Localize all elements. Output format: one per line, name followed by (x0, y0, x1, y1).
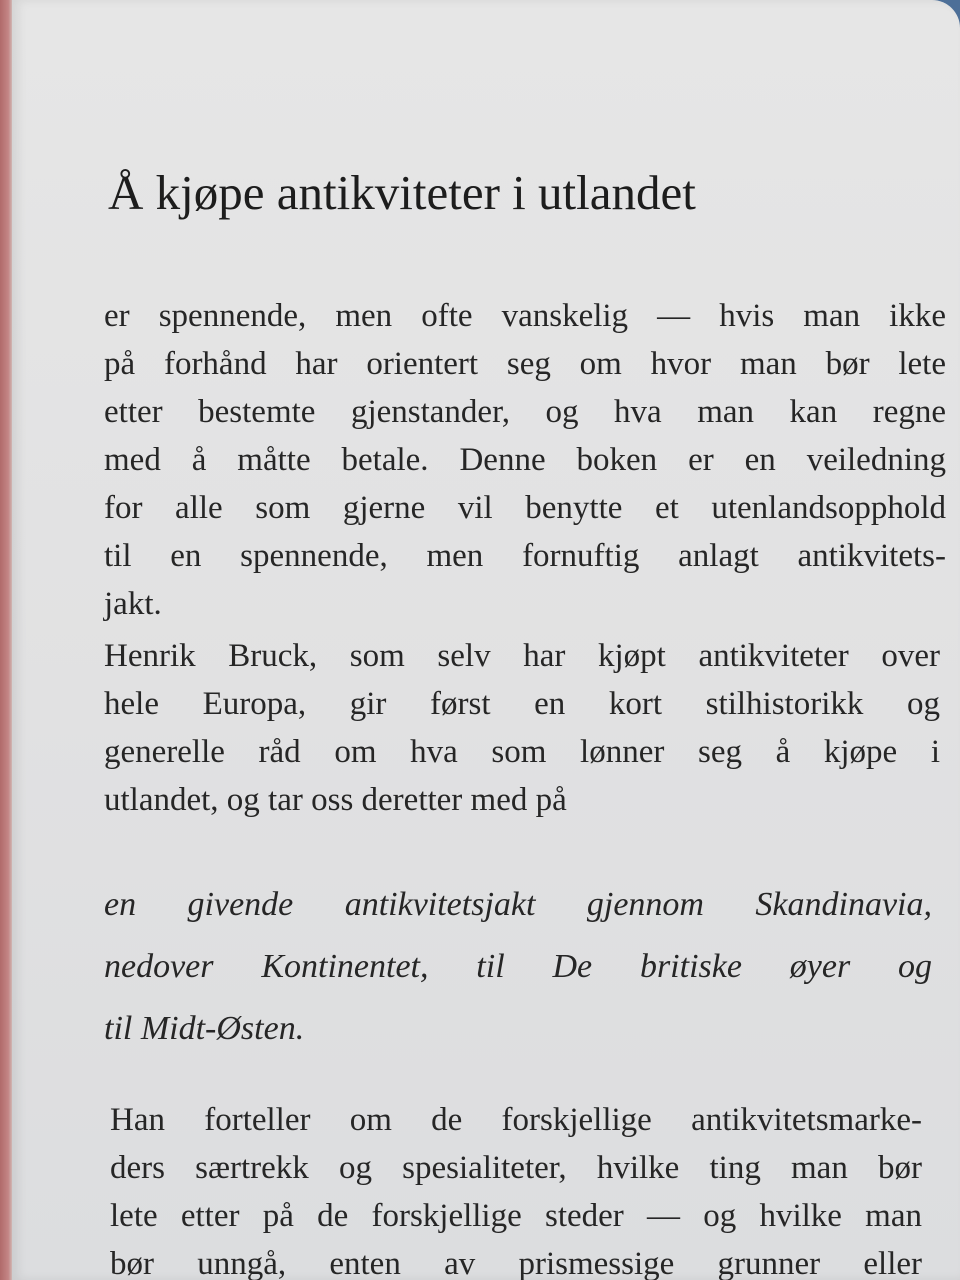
book-page (12, 0, 960, 1280)
text-line: en givende antikvitetsjakt gjennom Skandinavia, (104, 886, 932, 923)
text-line: generelle råd om hva som lønner seg å kjøpe i (104, 734, 940, 770)
text-line: hele Europa, gir først en kort stilhistorikk og (104, 686, 940, 722)
text-line: til en spennende, men fornuftig anlagt antikvitets- (104, 538, 946, 574)
text-line: Henrik Bruck, som selv har kjøpt antikviteter over (104, 638, 940, 674)
text-line: utlandet, og tar oss deretter med på (104, 782, 567, 818)
text-line: med å måtte betale. Denne boken er en veiledning (104, 442, 946, 478)
text-line: for alle som gjerne vil benytte et utenlandsopphold (104, 490, 946, 526)
text-line: jakt. (104, 586, 162, 622)
paragraph-author (104, 632, 940, 824)
text-line: nedover Kontinentet, til De britiske øyer og (104, 948, 932, 985)
text-line: ders særtrekk og spesialiteter, hvilke ting man bør (110, 1150, 922, 1186)
paragraph-italic-journey (104, 874, 932, 1060)
page-title: Å kjøpe antikviteter i utlandet (108, 165, 696, 220)
text-line: til Midt-Østen. (104, 1010, 305, 1047)
text-line: etter bestemte gjenstander, og hva man kan regne (104, 394, 946, 430)
text-line: lete etter på de forskjellige steder — og hvilke man (110, 1198, 922, 1234)
paragraph-intro (104, 292, 946, 628)
text-line: på forhånd har orientert seg om hvor man bør lete (104, 346, 946, 382)
text-line: Han forteller om de forskjellige antikvitetsmarke- (110, 1102, 922, 1138)
text-line: bør unngå, enten av prismessige grunner eller (110, 1246, 922, 1280)
paragraph-markets (110, 1096, 922, 1280)
text-line: er spennende, men ofte vanskelig — hvis man ikke (104, 298, 946, 334)
